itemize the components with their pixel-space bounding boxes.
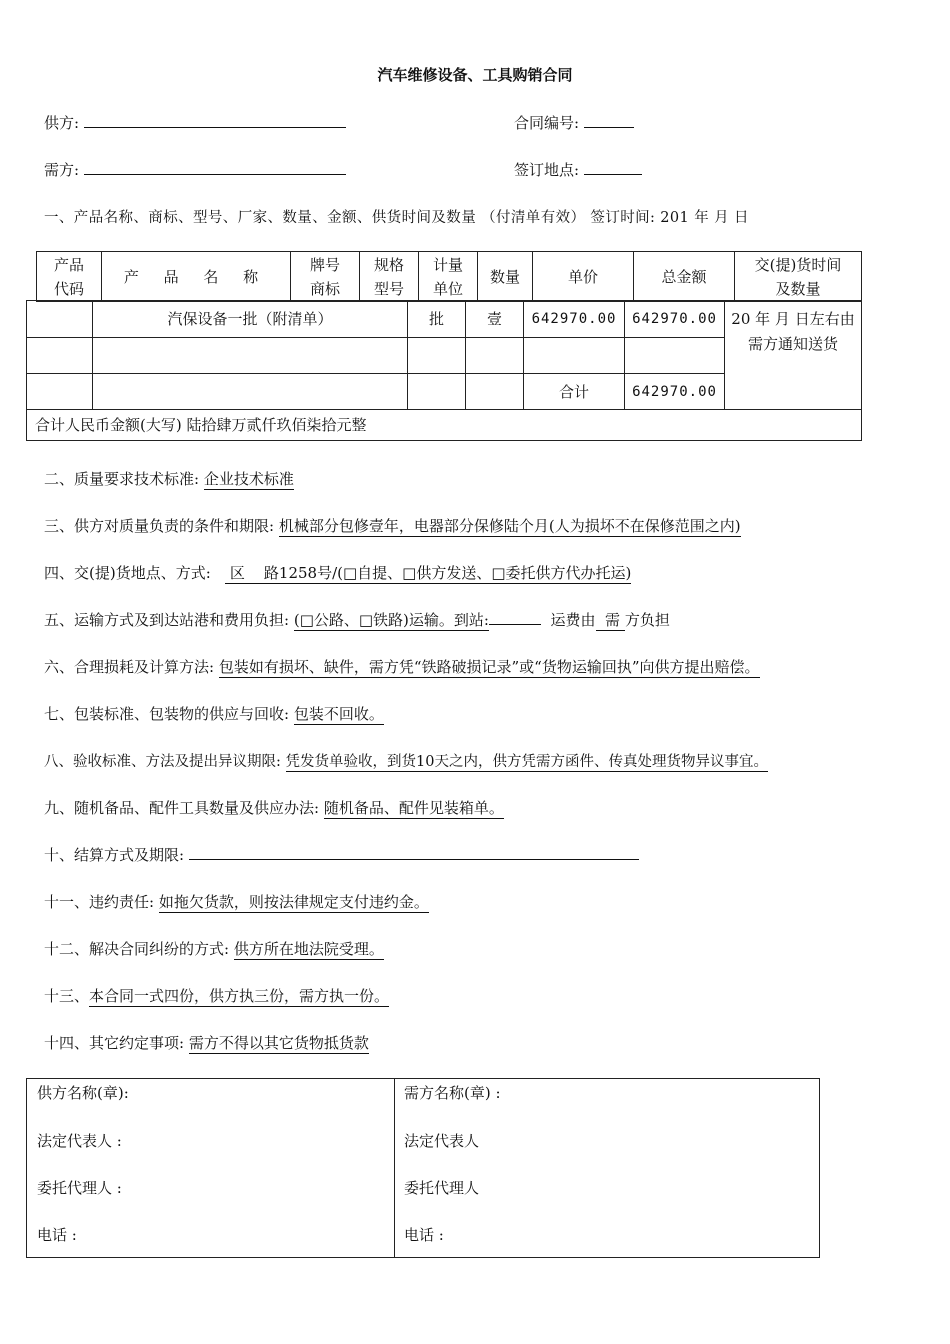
clause-3: 三、供方对质量负责的条件和期限: 机械部分包修壹年，电器部分保修陆个月(人为损坏不在保修范围之内): [44, 517, 741, 535]
rmb-amount[interactable]: [27, 410, 862, 441]
clause-9: 九、随机备品、配件工具数量及供应办法: 随机备品、配件见装箱单。: [44, 799, 504, 817]
supplier-phone[interactable]: 电话 :: [37, 1226, 77, 1244]
clause-2: 二、质量要求技术标准: 企业技术标准: [44, 470, 294, 488]
product-table-header: [36, 251, 862, 302]
cell-total[interactable]: 642970.00: [625, 301, 725, 338]
supplier-legal-rep[interactable]: 法定代表人 :: [37, 1132, 122, 1150]
clause-7: 七、包装标准、包装物的供应与回收: 包装不回收。: [44, 705, 384, 723]
cell-empty[interactable]: [93, 338, 408, 374]
cell-name[interactable]: 汽保设备一批（附清单）: [93, 301, 408, 338]
contract-no-label: 合同编号:: [514, 114, 580, 132]
cell-empty[interactable]: [466, 374, 524, 410]
sign-place-field: [514, 159, 642, 180]
cell-empty[interactable]: [466, 338, 524, 374]
contract-no-blank[interactable]: [584, 113, 634, 128]
sum-label: 合计: [524, 374, 625, 410]
cell-qty[interactable]: 壹: [466, 301, 524, 338]
th-delivery: 交(提)货时间 及数量: [735, 252, 862, 302]
th-code: 产品 代码: [37, 252, 102, 302]
buyer-label: 需方:: [44, 161, 80, 179]
th-name: 产 品 名 称: [102, 252, 291, 302]
clause-10: 十、结算方式及期限:: [44, 844, 639, 865]
cell-empty[interactable]: [27, 338, 93, 374]
th-brand: 牌号 商标: [291, 252, 360, 302]
clause-14: 十四、其它约定事项: 需方不得以其它货物抵货款: [44, 1034, 369, 1052]
clause-13: 十三、本合同一式四份，供方执三份，需方执一份。: [44, 987, 390, 1005]
cell-empty[interactable]: [408, 374, 466, 410]
clause-8: 八、验收标准、方法及提出异议期限: 凭发货单验收，到货10天之内，供方凭需方函件、传真处理货物异议事宜。: [44, 754, 768, 770]
th-qty: 数量: [478, 252, 533, 302]
cell-empty[interactable]: [93, 374, 408, 410]
supplier-field: [44, 112, 346, 133]
th-spec: 规格 型号: [360, 252, 419, 302]
cell-empty[interactable]: [408, 338, 466, 374]
clause-11: 十一、违约责任: 如拖欠货款，则按法律规定支付违约金。: [44, 893, 429, 911]
buyer-name-seal[interactable]: 需方名称(章) :: [404, 1084, 501, 1102]
cell-empty[interactable]: [625, 338, 725, 374]
buyer-agent[interactable]: 委托代理人: [404, 1179, 480, 1197]
table-row: [27, 301, 862, 338]
signature-box: [26, 1078, 820, 1258]
clause-12: 十二、解决合同纠纷的方式: 供方所在地法院受理。: [44, 940, 384, 958]
th-total: 总金额: [634, 252, 735, 302]
rmb-value: 陆拾肆万贰仟玖佰柒拾元整: [186, 416, 367, 434]
rmb-label: 合计人民币金额(大写): [35, 416, 182, 434]
clause-4: 四、交(提)货地点、方式: 区 路1258号/(□自提、□供方发送、□委托供方代办托运): [44, 564, 632, 582]
cell-empty[interactable]: [524, 338, 625, 374]
buyer-blank[interactable]: [84, 160, 346, 175]
clause-5: 五、运输方式及到达站港和费用负担: (□公路、□铁路)运输。到站: 运费由 需 方负担: [44, 611, 670, 629]
section-1-heading: 一、产品名称、商标、型号、厂家、数量、金额、供货时间及数量 （付清单有效） 签订时间: 201 年 月 日: [44, 210, 749, 226]
rmb-row: [27, 410, 862, 441]
th-unit: 计量 单位: [419, 252, 478, 302]
cell-price[interactable]: 642970.00: [524, 301, 625, 338]
supplier-label: 供方:: [44, 114, 80, 132]
settlement-blank[interactable]: [189, 845, 639, 860]
buyer-phone[interactable]: 电话 :: [404, 1226, 444, 1244]
cell-unit[interactable]: 批: [408, 301, 466, 338]
sign-place-label: 签订地点:: [514, 161, 580, 179]
contract-no-field: [514, 112, 634, 133]
cell-empty[interactable]: [27, 374, 93, 410]
supplier-blank[interactable]: [84, 113, 346, 128]
supplier-agent[interactable]: 委托代理人 :: [37, 1179, 122, 1197]
signature-divider: [394, 1079, 395, 1257]
buyer-legal-rep[interactable]: 法定代表人: [404, 1132, 480, 1150]
sum-total[interactable]: 642970.00: [625, 374, 725, 410]
cell-code[interactable]: [27, 301, 93, 338]
product-table-body: [26, 300, 862, 441]
clause-6: 六、合理损耗及计算方法: 包装如有损坏、缺件，需方凭“铁路破损记录”或“货物运输回执”向供方提出赔偿。: [44, 658, 760, 676]
buyer-field: [44, 159, 346, 180]
sign-place-blank[interactable]: [584, 160, 642, 175]
th-price: 单价: [533, 252, 634, 302]
document-title: 汽车维修设备、工具购销合同: [377, 66, 573, 84]
station-blank[interactable]: [489, 610, 541, 625]
cell-delivery[interactable]: 20 年 月 日左右由需方通知送货: [725, 301, 862, 410]
supplier-name-seal[interactable]: 供方名称(章):: [37, 1084, 129, 1102]
